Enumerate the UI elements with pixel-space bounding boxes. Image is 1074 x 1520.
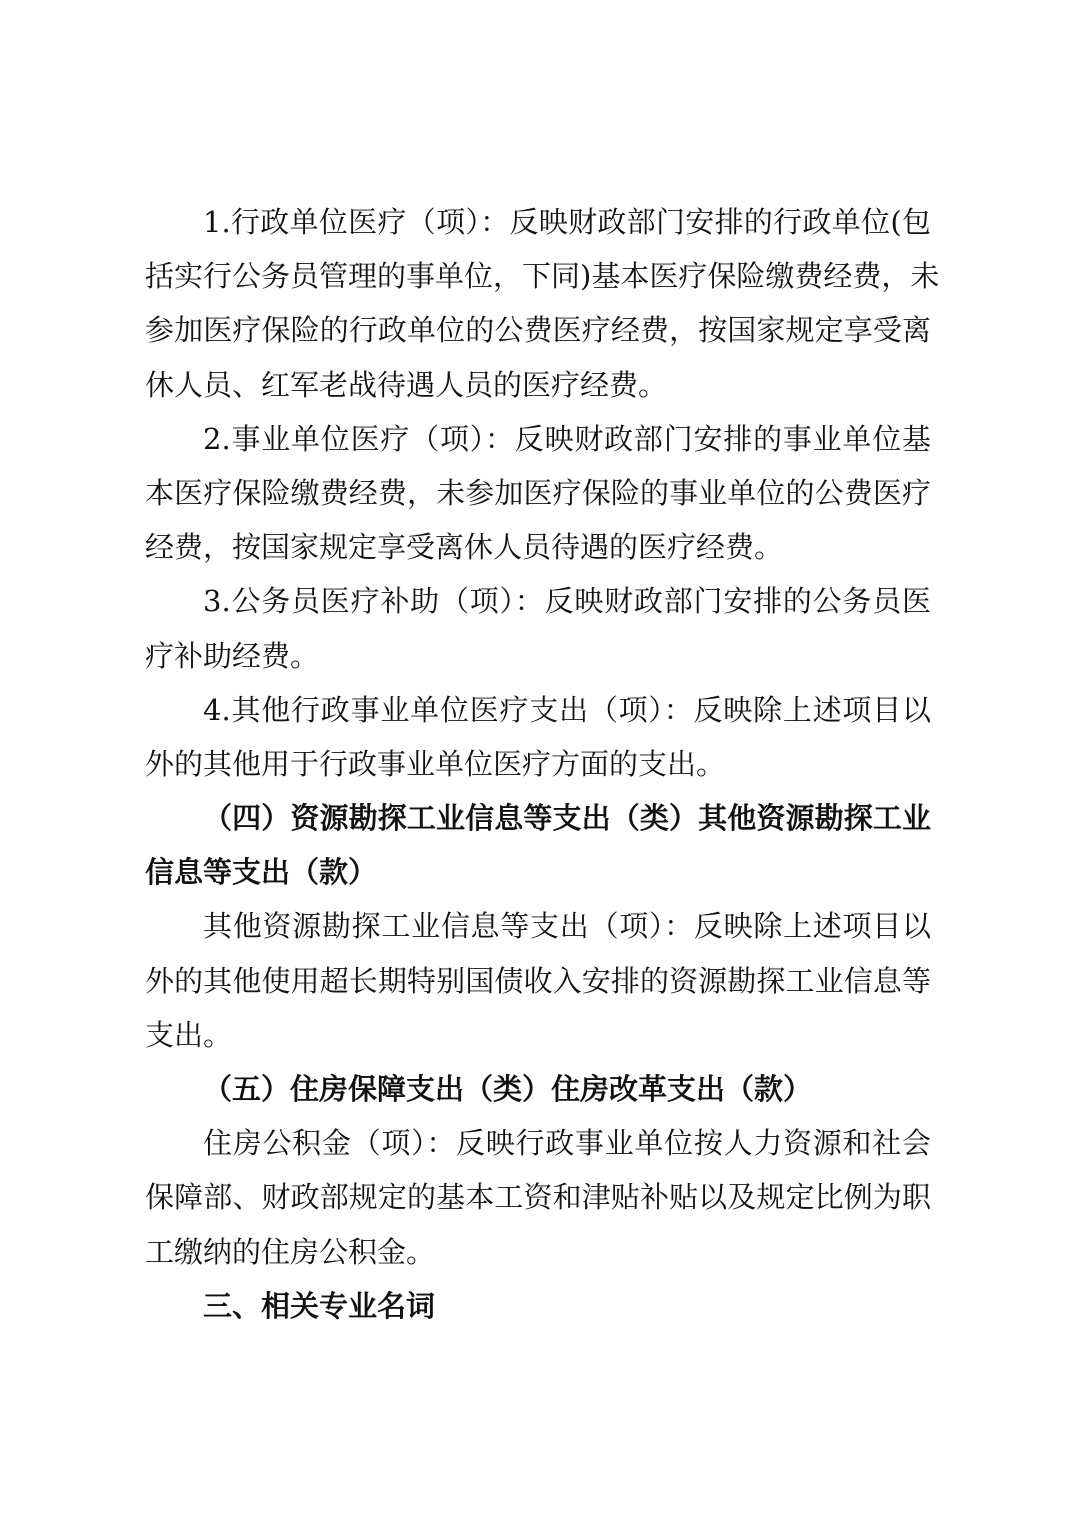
- section-heading-resource-exploration: [145, 791, 931, 899]
- heading-line: 信息等支出（款）: [145, 855, 378, 890]
- text-line: 外的其他使用超长期特别国债收入安排的资源勘探工业信息等: [145, 963, 931, 998]
- text-line: 外的其他用于行政事业单位医疗方面的支出。: [145, 746, 726, 781]
- document-page: [145, 195, 940, 1333]
- text-line: 2.事业单位医疗（项）：反映财政部门安排的事业单位基: [203, 421, 931, 456]
- text-line: 休人员、红军老战待遇人员的医疗经费。: [145, 367, 668, 402]
- section-heading-terms: [145, 1279, 931, 1333]
- heading-line: （五）住房保障支出（类）住房改革支出（款）: [203, 1072, 813, 1106]
- text-line: 住房公积金（项）：反映行政事业单位按人力资源和社会: [203, 1126, 931, 1161]
- text-line: 支出。: [145, 1017, 233, 1052]
- paragraph-other-medical: [145, 683, 931, 791]
- paragraph-civil-servant-subsidy: [145, 574, 931, 682]
- text-line: 4.其他行政事业单位医疗支出（项）：反映除上述项目以: [203, 692, 931, 727]
- heading-line: （四）资源勘探工业信息等支出（类）其他资源勘探工业: [203, 801, 931, 836]
- section-heading-housing: [145, 1062, 931, 1116]
- text-line: 疗补助经费。: [145, 638, 320, 673]
- paragraph-housing-fund: [145, 1116, 931, 1279]
- text-line: 参加医疗保险的行政单位的公费医疗经费，按国家规定享受离: [145, 313, 931, 348]
- text-line: 其他资源勘探工业信息等支出（项）：反映除上述项目以: [203, 909, 931, 944]
- paragraph-institution-medical: [145, 412, 931, 575]
- text-line: 保障部、财政部规定的基本工资和津贴补贴以及规定比例为职: [145, 1180, 931, 1215]
- text-line: 经费，按国家规定享受离休人员待遇的医疗经费。: [145, 530, 784, 565]
- text-line: 工缴纳的住房公积金。: [145, 1234, 436, 1269]
- text-line: 本医疗保险缴费经费，未参加医疗保险的事业单位的公费医疗: [145, 475, 931, 510]
- text-line: 括实行公务员管理的事单位，下同)基本医疗保险缴费经费，未: [145, 259, 940, 294]
- paragraph-administrative-medical: [145, 195, 940, 412]
- heading-line: 三、相关专业名词: [203, 1288, 436, 1323]
- text-line: 3.公务员医疗补助（项）：反映财政部门安排的公务员医: [203, 584, 931, 619]
- text-line: 1.行政单位医疗（项）：反映财政部门安排的行政单位(包: [203, 205, 931, 239]
- paragraph-resource-exploration: [145, 899, 931, 1062]
